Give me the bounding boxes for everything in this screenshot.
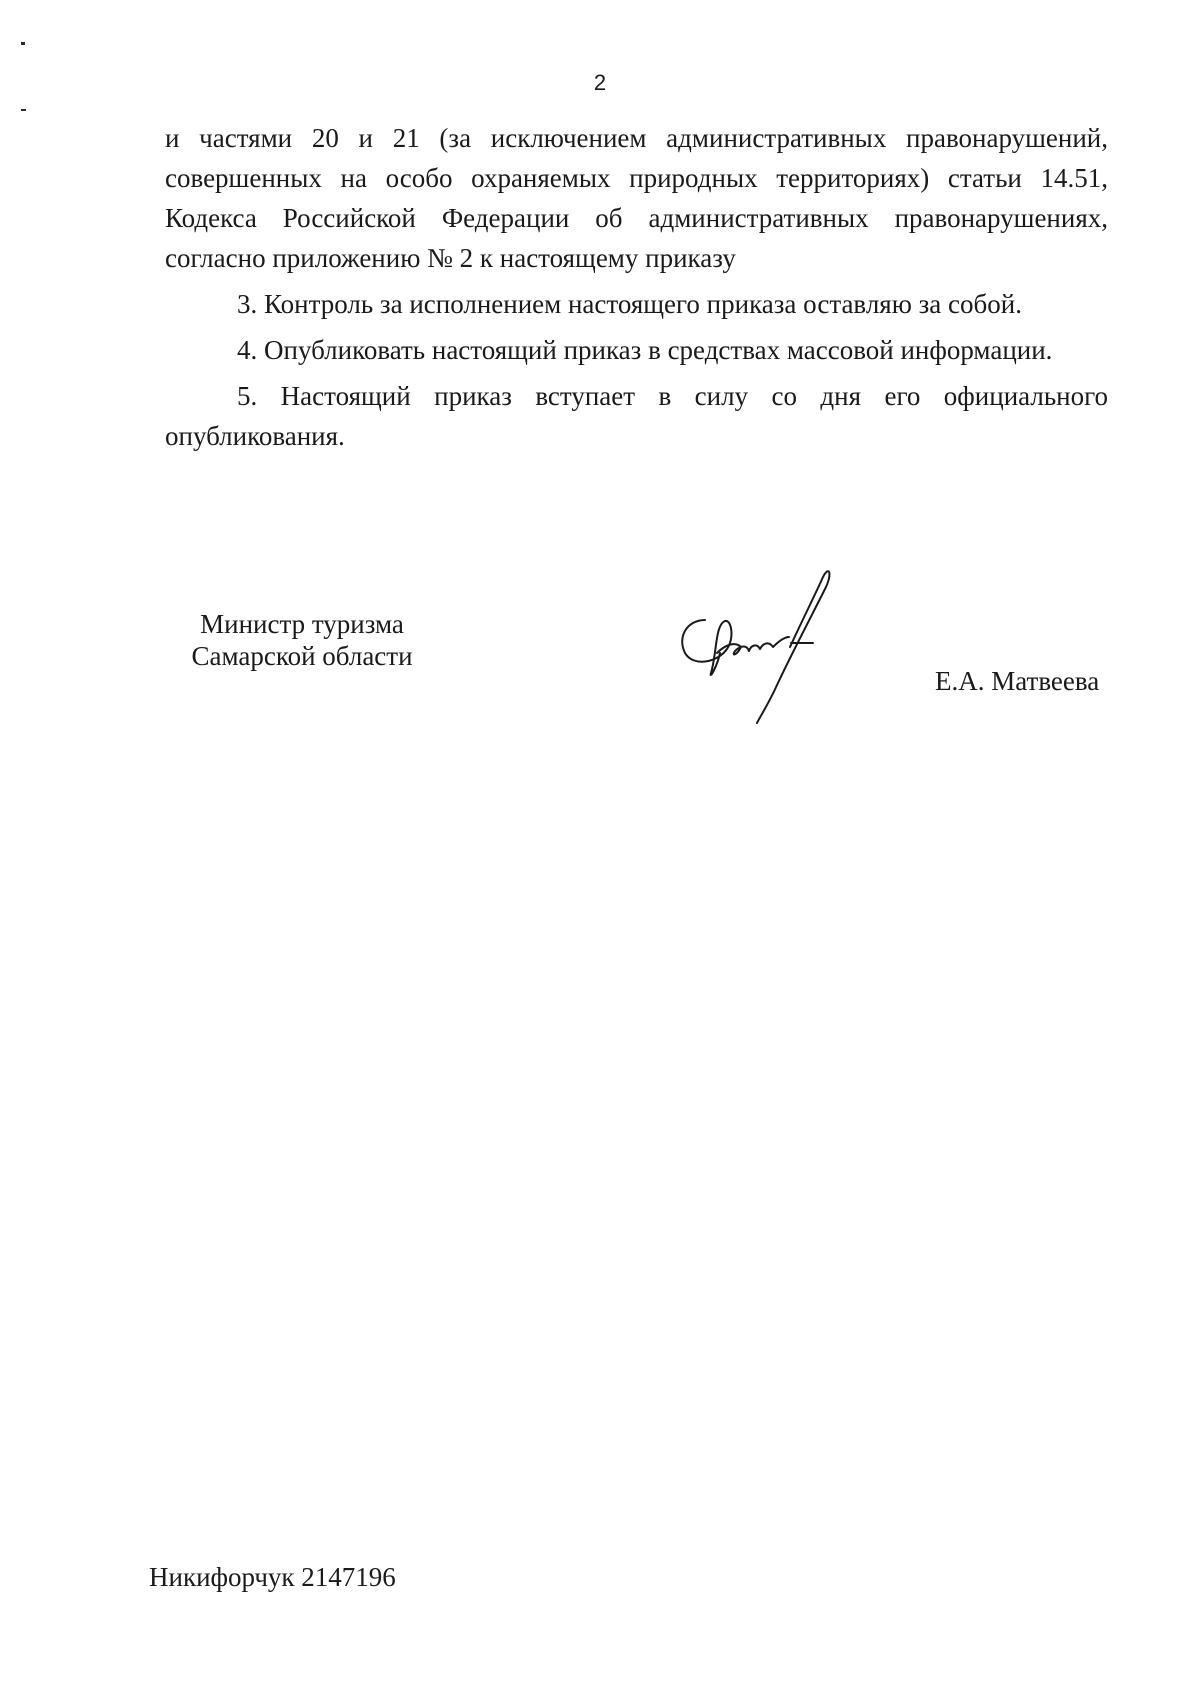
signer-name: Е.А. Матвеева (935, 666, 1100, 696)
document-body (165, 118, 1108, 462)
paragraph-item-5: 5. Настоящий приказ вступает в силу со дня его официального опубликования. (165, 381, 1108, 451)
scan-mark (21, 42, 25, 45)
scan-mark (21, 109, 26, 111)
signer-position (172, 608, 432, 672)
page-number: 2 (593, 70, 607, 95)
paragraph-item-4: 4. Опубликовать настоящий приказ в средствах массовой информации. (237, 335, 1053, 365)
paragraph-item-3: 3. Контроль за исполнением настоящего приказа оставляю за собой. (237, 289, 1022, 319)
signer-position-line: Самарской области (191, 641, 413, 671)
paragraph-continuation: и частями 20 и 21 (за исключением административных правонарушений, совершенных на особо охраняемых природных территориях) статьи 14.51, Кодекса Российской Федерации об административных правонарушениях, согласно приложению № 2 к настоящему приказу (165, 123, 1108, 273)
signer-position-line: Министр туризма (200, 609, 404, 639)
executor-info: Никифорчук 2147196 (149, 1562, 396, 1592)
handwritten-signature (665, 565, 865, 725)
